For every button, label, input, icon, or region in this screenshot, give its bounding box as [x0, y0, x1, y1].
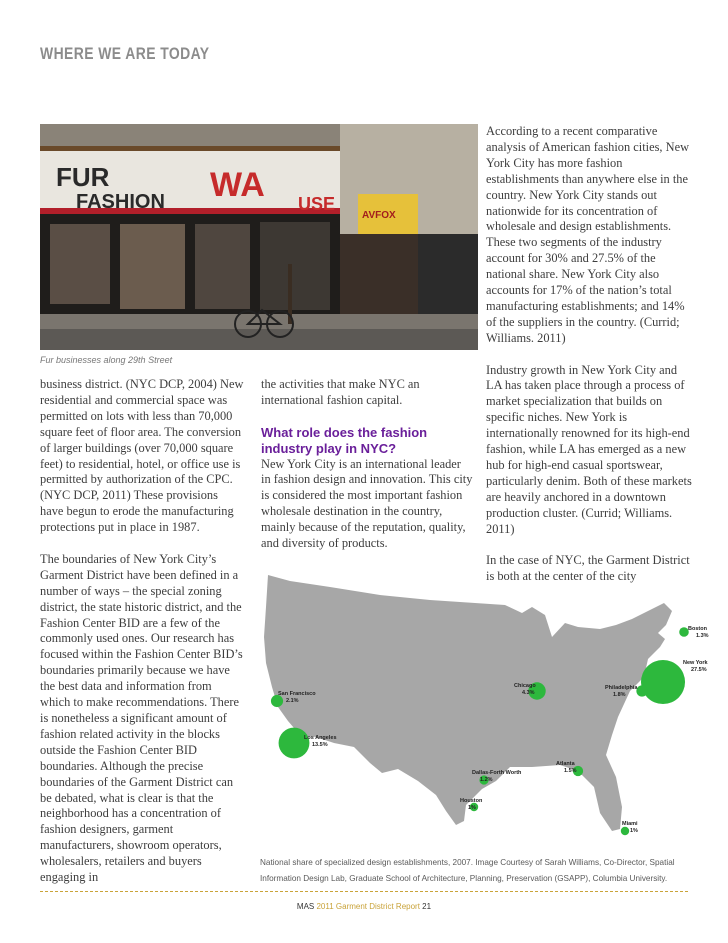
column-2: [261, 377, 473, 568]
city-label-boston: Boston: [688, 626, 707, 632]
map-caption: National share of specialized design establishments, 2007. Image Courtesy of Sarah Williams, Co-Director, Spatial Information Design Lab, Graduate School of Architecture, Planning, Preservation (GSAPP), Columbia University.: [260, 858, 675, 883]
city-label-chicago: Chicago: [514, 683, 536, 689]
col2-paragraph-2: New York City is an international leader in fashion design and innovation. This city is considered the most important fashion wholesale destination in the country, mainly because of the reputation, quality, and diversity of products.: [261, 456, 473, 551]
city-label-new-york: New York: [683, 660, 708, 666]
city-share-los-angeles: 13.5%: [312, 742, 328, 748]
city-share-boston: 1.3%: [696, 633, 709, 639]
column-1: [40, 377, 244, 902]
col3-paragraph-1: According to a recent comparative analysis of American fashion cities, New York City has more fashion establishments than anywhere else in the country. New York City stands out nationwide for its concentration of wholesale and design establishments. These two segments of the industry account for 30% and 27.5% of the national share. New York City also accounts for 17% of the nation’s total manufacturing establishments; and 14% of the suppliers in the country. (Currid; Williams. 2011): [486, 124, 690, 345]
us-map: [260, 567, 709, 852]
us-map-graphic: [260, 567, 709, 852]
sign-fashion: FASHION: [76, 191, 165, 213]
page-title: WHERE WE ARE TODAY: [40, 44, 210, 63]
section-subheading: What role does the fashion industry play in NYC?: [261, 424, 428, 456]
column-3: [486, 124, 692, 601]
city-label-san-francisco: San Francisco: [278, 691, 316, 697]
sign-fur: FUR: [56, 162, 110, 192]
city-share-philadelphia: 1.8%: [613, 692, 626, 698]
city-share-new-york: 27.5%: [691, 667, 707, 673]
sign-fragment-2: USE: [298, 194, 336, 214]
footer-org: MAS: [296, 902, 315, 911]
city-label-philadelphia: Philadelphia: [605, 685, 638, 691]
col3-paragraph-2: Industry growth in New York City and LA has taken place through a process of market specialization that builds on specific niches. New York is internationally renowned for its high-end fashion, while LA has emerged as a new hub for high-end casual sportswear, particularly denim. Both of these markets are heavily anchored in a downtown production cluster. (Currid; Williams. 2011): [486, 362, 692, 536]
storefront-illustration: [40, 124, 478, 350]
city-label-houston: Houston: [460, 798, 483, 804]
city-share-dallas-forth-worth: 1.2%: [480, 777, 493, 783]
city-label-miami: Miami: [622, 821, 638, 827]
city-label-dallas-forth-worth: Dallas-Forth Worth: [472, 770, 522, 776]
sign-fragment-1: WA: [210, 166, 265, 204]
city-share-miami: 1%: [630, 828, 638, 834]
city-marker-los-angeles: [279, 728, 310, 759]
sign-small: AVFOX: [362, 210, 396, 221]
footer-report: 2011 Garment District Report: [316, 902, 420, 911]
city-share-houston: 1%: [468, 805, 476, 811]
footer-page-number: 21: [422, 902, 432, 911]
footer-divider: [40, 891, 688, 892]
city-marker-philadelphia: [636, 685, 647, 696]
us-landmass: [264, 575, 672, 831]
photo-caption: Fur businesses along 29th Street: [40, 355, 173, 365]
city-share-chicago: 4.3%: [522, 690, 535, 696]
col1-paragraph-2: The boundaries of New York City’s Garment District have been defined in a number of ways – the special zoning district, the state historic district, and the Fashion Center BID are a few of the commonly used ones. Our research has focused within the Fashion Center BID’s boundaries primarily because we have the best data and information from which to make recommendations. There is nonetheless a significant amount of fashion related activity in the blocks outside the Fashion Center BID boundaries. Although the precise boundaries of the Garment District can be debated, what is clear is that the neighborhood has a concentration of fashion designers, garment manufacturers, showroom operators, wholesalers, retailers and buyers engaging in: [40, 551, 243, 885]
city-marker-miami: [621, 827, 629, 835]
city-label-los-angeles: Los Angeles: [304, 735, 337, 741]
col2-paragraph-1: the activities that make NYC an international fashion capital.: [261, 377, 420, 407]
col3-paragraph-3: In the case of NYC, the Garment District is both at the center of the city: [486, 553, 690, 584]
city-share-san-francisco: 2.1%: [286, 698, 299, 704]
col1-paragraph-1: business district. (NYC DCP, 2004) New residential and commercial space was permitted on lots with less than 70,000 square feet of floor area. The conversion of larger buildings (over 70,000 square feet) to residential, hotel, or office use is permitted by authorization of the CPC. (NYC DCP, 2011) These provisions have begun to erode the manufacturing protections put in place in 1987.: [40, 377, 244, 535]
storefront-photo: [40, 124, 478, 350]
city-marker-new-york: [641, 660, 685, 704]
city-label-atlanta: Atlanta: [556, 761, 575, 767]
page-footer: [0, 902, 728, 911]
city-share-atlanta: 1.5%: [564, 768, 577, 774]
